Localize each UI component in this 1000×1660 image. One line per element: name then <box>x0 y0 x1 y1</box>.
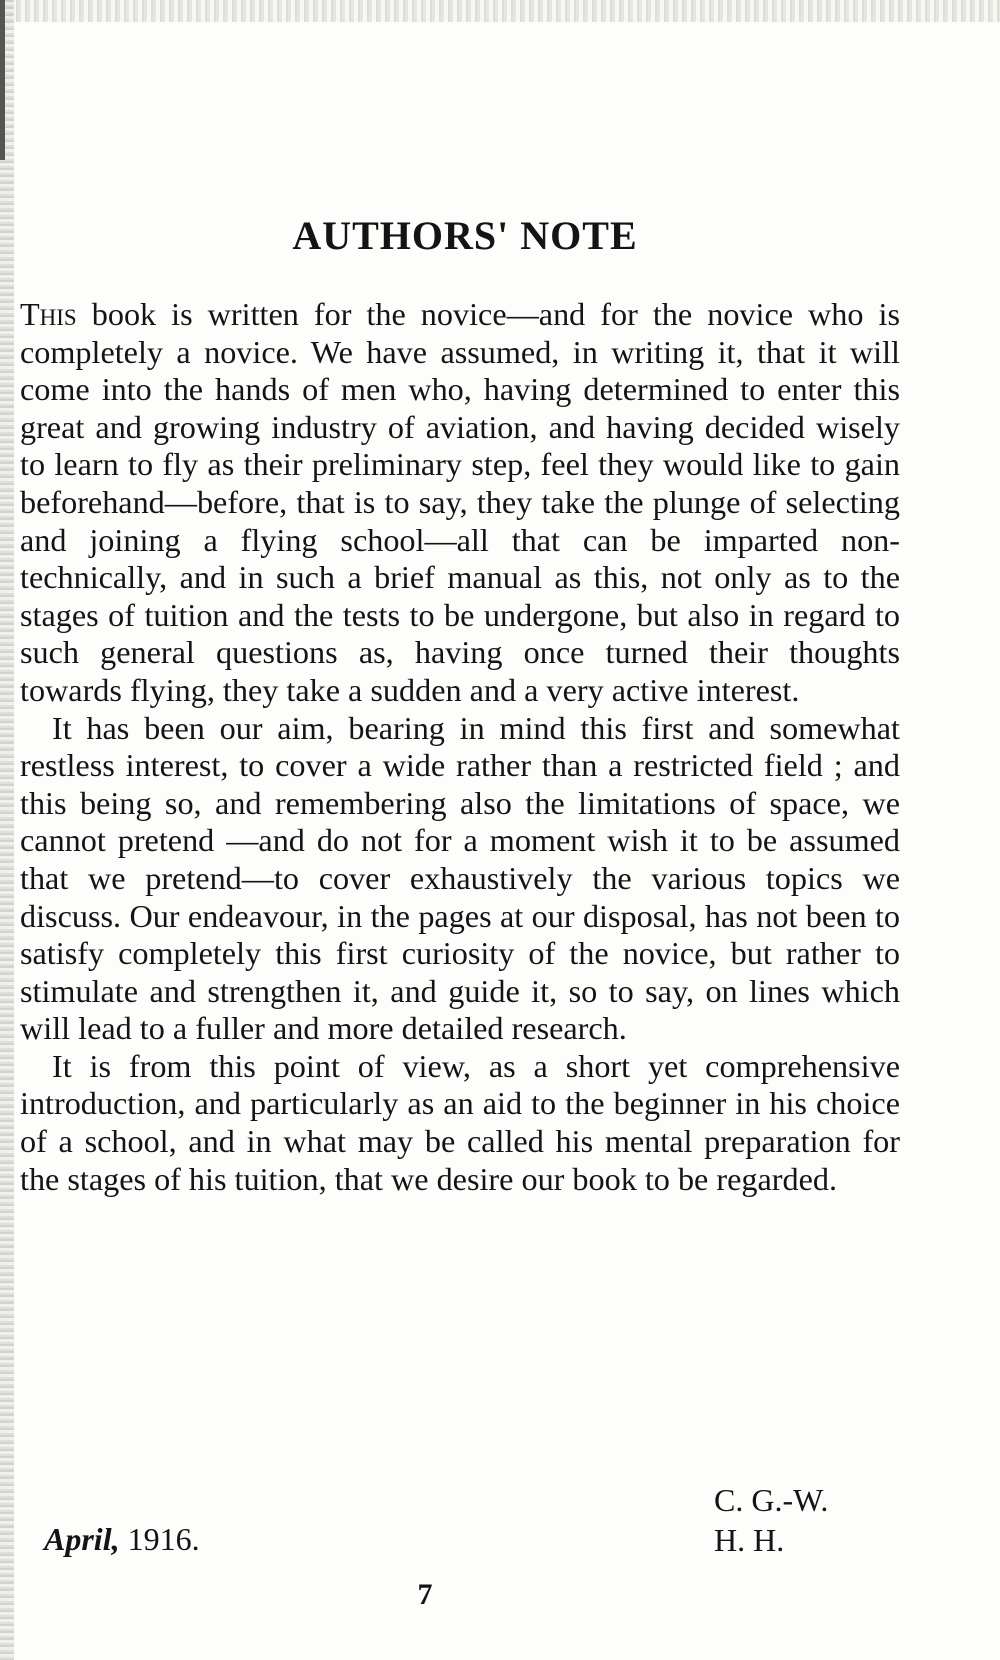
date-month: April, <box>44 1521 120 1557</box>
page-title: AUTHORS' NOTE <box>292 213 638 258</box>
signature-1: C. G.-W. <box>714 1482 829 1518</box>
paragraph-1 <box>20 296 900 710</box>
scan-edge-shadow <box>0 0 5 160</box>
page-number: 7 <box>417 1578 433 1611</box>
signature-2: H. H. <box>714 1522 785 1558</box>
date-line <box>44 1521 200 1558</box>
signature-block <box>714 1480 828 1560</box>
lead-word: This <box>20 296 77 332</box>
scan-edge-top <box>0 0 1000 22</box>
paragraph-2: It has been our aim, bearing in mind this first and somewhat restless interest, to cover a wide rather than a restricted field ; and this being so, and remembering also the limitations of space, we cannot pretend —and do not for a moment wish it to be assumed that we pretend—to cover exhaustively the various topics we discuss. Our endeavour, in the pages at our disposal, has not been to satisfy completely this first curiosity of the novice, but rather to stimulate and strengthen it, and guide it, so to say, on lines which will lead to a fuller and more detailed research. <box>20 709 900 1047</box>
paragraph-1-text: book is written for the novice—and for the novice who is completely a novice. We have assumed, in writing it, that it will come into the hands of men who, having determined to enter this great and growing industry of aviation, and having decided wisely to learn to fly as their preliminary step, feel they would like to gain beforehand—before, that is to say, they take the plunge of selecting and joining a flying school—all that can be imparted non-technically, and in such a brief manual as this, not only as to the stages of tuition and the tests to be undergone, but also in regard to such general questions as, having once turned their thoughts towards flying, they take a sudden and a very active interest. <box>20 296 900 708</box>
paragraph-3: It is from this point of view, as a short yet comprehensive introduction, and particularly as an aid to the beginner in his choice of a school, and in what may be called his mental preparation for the stages of his tuition, that we desire our book to be regarded. <box>20 1047 900 1197</box>
note-body <box>20 296 900 1198</box>
date-year: 1916. <box>127 1521 200 1557</box>
